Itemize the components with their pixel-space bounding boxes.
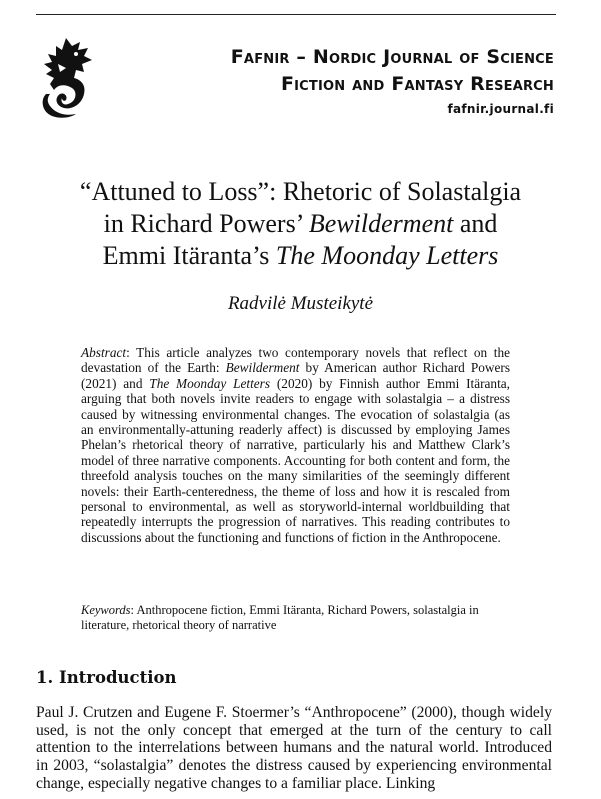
title-book-bewilderment: Bewilderment: [308, 209, 454, 238]
title-book-moonday-letters: The Moonday Letters: [275, 241, 499, 270]
journal-url-link[interactable]: fafnir.journal.fi: [447, 102, 554, 116]
keywords-text: : Anthropocene fiction, Emmi Itäranta, Richard Powers, solastalgia in literature, rhetorical theory of narrative: [81, 603, 479, 632]
journal-title-line-2: Fiction and Fantasy Research: [280, 73, 554, 95]
journal-title-line-1: Fafnir – Nordic Journal of Science: [230, 46, 554, 68]
article-title-line-2: in Richard Powers’ Bewilderment and: [103, 209, 498, 238]
author-name: Radvilė Musteikytė: [227, 293, 374, 314]
article-title-line-1: “Attuned to Loss”: Rhetoric of Solastalgia: [79, 177, 522, 206]
keywords: [81, 603, 510, 633]
abstract-label: Abstract: [81, 345, 127, 360]
article-title-line-3: Emmi Itäranta’s The Moonday Letters: [102, 241, 499, 270]
journal-title: [84, 44, 554, 98]
header-rule: [36, 14, 556, 15]
article-title: [30, 176, 571, 272]
section-heading: 1. Introduction: [36, 668, 177, 687]
keywords-label: Keywords: [81, 603, 131, 617]
body-paragraph: Paul J. Crutzen and Eugene F. Stoermer’s “Anthropocene” (2000), though widely used, is not the only concept that emerged at the turn of the century to call attention to the interrelations between humans and the natural world. Introduced in 2003, “solastalgia” denotes the distress caused by experiencing environmental change, especially negative changes to a familiar place. Linking: [36, 704, 552, 792]
abstract: Abstract: This article analyzes two contemporary novels that reflect on the devastation of the Earth: Bewilderment by American author Richard Powers (2021) and The Moonday Letters (2020) by Finnish author Emmi Itäranta, arguing that both novels invite readers to engage with solastalgia – a distress caused by witnessing environmental changes. The evocation of solastalgia (as an environmentally-attuning readerly affect) is discussed by employing James Phelan’s rhetorical theory of narrative, particularly his and Matthew Clark’s model of three narrative components. Accounting for both content and form, the threefold analysis touches on the many similarities of the seemingly different novels: their Earth-centeredness, the theme of loss and how it is rescaled from personal to environmental, as well as storyworld-internal worldbuilding that repeatedly interrupts the progression of narratives. This reading contributes to discussions about the functioning and functions of fiction in the Anthropocene.: [81, 345, 510, 545]
